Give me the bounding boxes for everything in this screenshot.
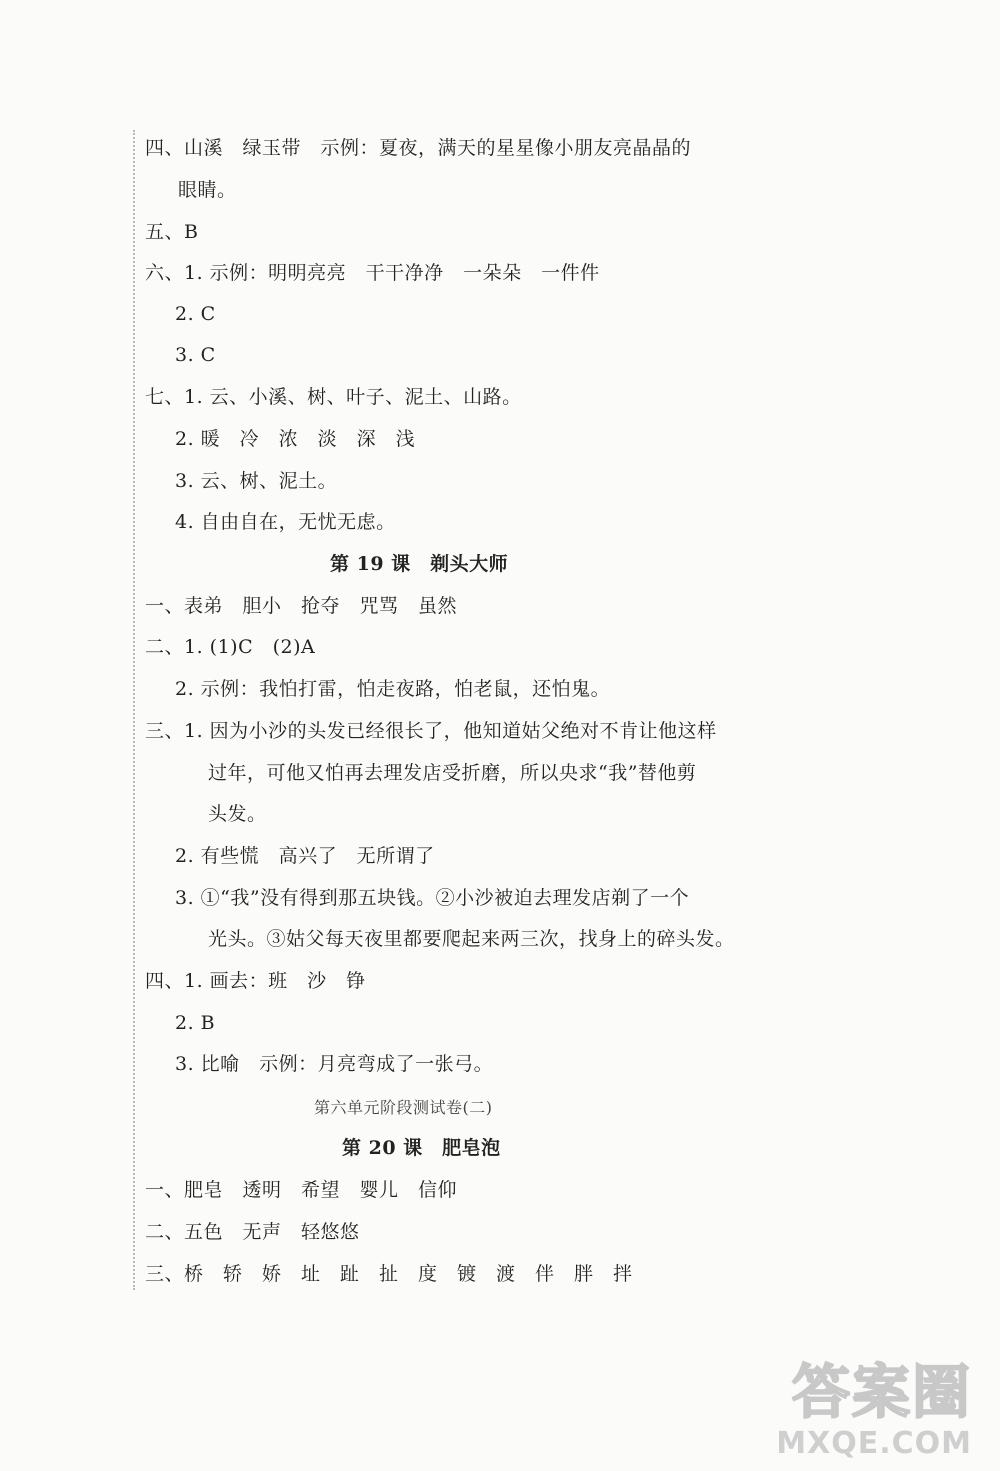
- answer-line: 3. 云、树、泥土。: [175, 470, 338, 492]
- answer-line: 过年，可他又怕再去理发店受折磨，所以央求“我”替他剪: [208, 762, 697, 784]
- answer-line: 头发。: [208, 803, 267, 825]
- binding-margin-line: [133, 130, 135, 1290]
- answer-line: 二、1. (1)C (2)A: [145, 636, 316, 658]
- watermark-url: MXQE.COM: [776, 1426, 972, 1461]
- answer-line: 三、1. 因为小沙的头发已经很长了，他知道姑父绝对不肯让他这样: [145, 720, 717, 742]
- answer-line: 四、1. 画去：班 沙 铮: [145, 970, 366, 992]
- watermark-logo: 答案圈: [791, 1358, 972, 1426]
- answer-line: 六、1. 示例：明明亮亮 干干净净 一朵朵 一件件: [145, 262, 600, 284]
- answer-line: 2. 示例：我怕打雷，怕走夜路，怕老鼠，还怕鬼。: [175, 678, 611, 700]
- answer-line: 五、B: [145, 221, 199, 243]
- answer-line: 3. ①“我”没有得到那五块钱。②小沙被迫去理发店剃了一个: [175, 887, 690, 909]
- answer-line: 3. 比喻 示例：月亮弯成了一张弓。: [175, 1053, 494, 1075]
- site-watermark: [742, 1345, 982, 1465]
- unit-test-title: 第六单元阶段测试卷(二): [314, 1098, 493, 1117]
- lesson-title-19: 第 19 课 剃头大师: [330, 553, 509, 575]
- answer-line: 2. 有些慌 高兴了 无所谓了: [175, 845, 435, 867]
- answer-line: 4. 自由自在，无忧无虑。: [175, 511, 396, 533]
- answer-line: 眼睛。: [178, 179, 237, 201]
- answer-line: 四、山溪 绿玉带 示例：夏夜，满天的星星像小朋友亮晶晶的: [145, 137, 692, 159]
- answer-line: 三、桥 轿 娇 址 趾 扯 度 镀 渡 伴 胖 拌: [145, 1263, 633, 1285]
- answer-line: 光头。③姑父每天夜里都要爬起来两三次，找身上的碎头发。: [208, 928, 735, 950]
- answer-line: 2. C: [175, 303, 216, 325]
- answer-line: 3. C: [175, 344, 216, 366]
- answer-line: 2. B: [175, 1012, 216, 1034]
- answer-line: 七、1. 云、小溪、树、叶子、泥土、山路。: [145, 386, 522, 408]
- answer-line: 一、表弟 胆小 抢夺 咒骂 虽然: [145, 595, 458, 617]
- answer-line: 一、肥皂 透明 希望 婴儿 信仰: [145, 1179, 458, 1201]
- lesson-title-20: 第 20 课 肥皂泡: [342, 1137, 501, 1159]
- answer-line: 二、五色 无声 轻悠悠: [145, 1221, 360, 1243]
- answer-line: 2. 暖 冷 浓 淡 深 浅: [175, 428, 416, 450]
